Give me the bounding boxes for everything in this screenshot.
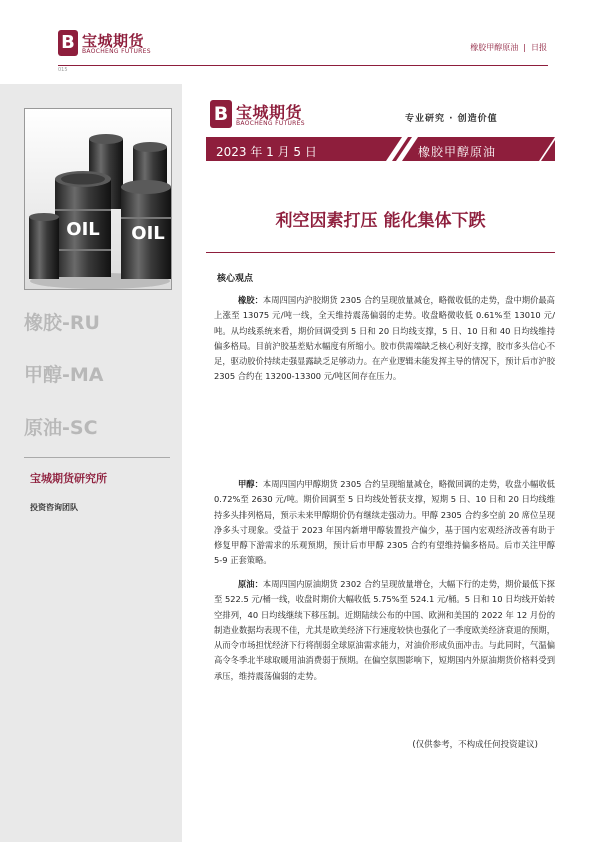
paragraph-rubber	[214, 293, 555, 385]
header-separator: |	[523, 43, 526, 52]
report-date: 2023 年 1 月 5 日	[216, 145, 317, 159]
header-report-type: 日报	[531, 43, 547, 52]
header-logo-cn: 宝城期货	[82, 32, 145, 50]
paragraph-text: 本周四国内甲醇期货 2305 合约呈现缩量减仓，略微回调的走势，收盘小幅收低 0.72%至 2630 元/吨。期价回调至 5 日均线处暂获支撑，短期 5 日、10 日和 20 日均线维持多头排列格局，预示未来甲醇期价仍有继续走强动力。甲醇 2305 合约多空前 20 席位呈现净多头寸现象。受益于 2023 年国内新增甲醇装置投产偏少，基于国内宏观经济改善有助于修复甲醇下游需求的乐观预期，预计后市甲醇 2305 合约有望维持偏多格局。后市关注甲醇 5-9 正套策略。	[214, 479, 555, 566]
main-logo-en: BAOCHENG FUTURES	[236, 120, 305, 127]
paragraph-text: 本周四国内沪胶期货 2305 合约呈现放量减仓，略微收低的走势，盘中期价最高上涨至 13075 元/吨一线，全天维持震荡偏弱的走势。收盘略微收低 0.61%至 13010 元/吨。从均线系统来看，期价回调受到 5 日和 20 日均线支撑，5 日、10 日和 40 日均线维持偏多格局。目前沪胶基差贴水幅度有所缩小。胶市供需端缺乏核心利好支撑，胶市多头信心不足，驱动胶价持续走强显露缺乏足够动力。在产业逻辑未能发挥主导的情况下，预计后市沪胶 2305 合约在 13200-13300 元/吨区间存在压力。	[214, 295, 555, 382]
paragraph-lead: 橡胶：	[238, 295, 263, 305]
report-title: 利空因素打压 能化集体下跌	[275, 211, 486, 231]
oil-barrels-photo	[24, 108, 172, 290]
barrel-label: OIL	[66, 219, 100, 240]
header-logo-en: BAOCHENG FUTURES	[82, 48, 151, 55]
sidebar-divider	[24, 457, 170, 458]
slogan: 专业研究 · 创造价值	[405, 114, 498, 124]
core-heading: 核心观点	[217, 274, 254, 284]
paragraph-text: 本周四国内原油期货 2302 合约呈现放量增仓，大幅下行的走势，期价最低下探至 522.5 元/桶一线，收盘时期价大幅收低 5.75%至 524.1 元/桶。5 日和 10 日均线开始转空排列，40 日均线继续下移压制。近期陆续公布的中国、欧洲和美国的 2022 年 12 月份的制造业数据均表现不佳，尤其是欧美经济下行速度较快也强化了一季度欧美经济衰退的预期，从而令市场担忧经济下行将削弱全球原油需求能力，对油价形成负面冲击。与此同时，气温偏高令冬季北半球取暖用油消费弱于预期。在偏空氛围影响下，短期国内外原油期货价格料受到承压，维持震荡偏弱的走势。	[214, 579, 555, 681]
disclaimer: (仅供参考，不构成任何投资建议)	[412, 740, 538, 750]
main-logo	[210, 100, 320, 134]
team-name: 投资咨询团队	[30, 503, 78, 512]
header-divider	[58, 65, 548, 66]
main-logo-cn: 宝城期货	[236, 103, 303, 122]
oil-barrels-icon	[25, 109, 171, 289]
title-divider	[206, 252, 555, 253]
header-topic: 橡胶甲醇原油	[470, 43, 519, 52]
institute-name: 宝城期货研究所	[30, 472, 107, 485]
category-crude-oil: 原油-SC	[24, 417, 98, 439]
header-right	[470, 42, 547, 53]
barrel-label-2: OIL	[131, 223, 165, 244]
logo-mark-icon: B	[58, 30, 78, 56]
header-logo	[58, 30, 158, 62]
category-rubber: 橡胶-RU	[24, 312, 100, 334]
main-logo-mark-icon: B	[210, 100, 232, 128]
category-methanol: 甲醇-MA	[24, 364, 104, 386]
paragraph-lead: 甲醇：	[238, 479, 263, 489]
report-topic: 橡胶甲醇原油	[418, 145, 497, 159]
paragraph-crude-oil	[214, 577, 555, 684]
paragraph-methanol	[214, 477, 555, 569]
paragraph-lead: 原油：	[238, 579, 263, 589]
header-page-fragment: 015	[58, 67, 68, 73]
